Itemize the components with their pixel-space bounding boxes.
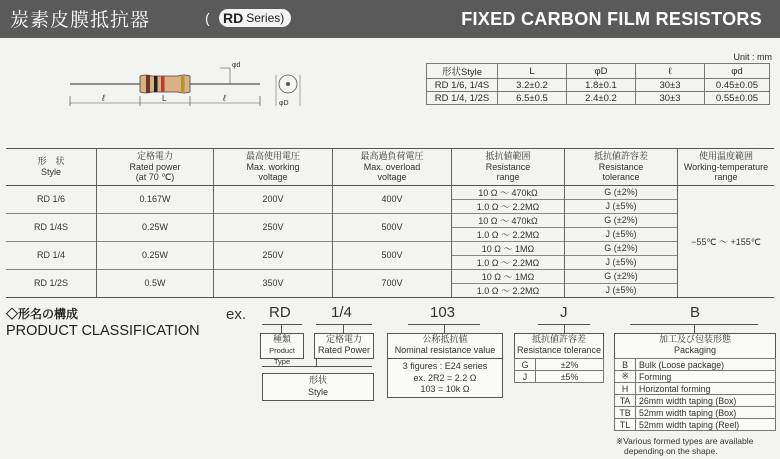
nominal-line: 103 = 10k Ω bbox=[420, 384, 470, 394]
spec-row bbox=[6, 213, 774, 227]
working-cell: 200V bbox=[214, 185, 333, 213]
dim-cell: 0.45±0.05 bbox=[705, 79, 770, 92]
dim-cell: 6.5±0.5 bbox=[498, 92, 567, 105]
spec-header-range bbox=[452, 149, 565, 186]
spec-row bbox=[6, 269, 774, 283]
header-jp: 最高使用電圧 bbox=[245, 151, 300, 161]
spec-header-overload bbox=[333, 149, 452, 186]
dim-cell: 3.2±0.2 bbox=[498, 79, 567, 92]
working-cell: 350V bbox=[214, 269, 333, 297]
tolerance-cell: J (±5%) bbox=[565, 199, 678, 213]
range-cell: 1.0 Ω ～ 2.2MΩ bbox=[452, 227, 565, 241]
connector bbox=[281, 325, 282, 333]
style-cell: RD 1/4 bbox=[6, 241, 97, 269]
dim-cell: 30±3 bbox=[636, 79, 705, 92]
header-en2: voltage bbox=[258, 172, 288, 182]
header-en: Resistance bbox=[485, 161, 531, 172]
packaging-row bbox=[615, 359, 776, 371]
packaging-table bbox=[614, 358, 776, 431]
spec-table bbox=[6, 148, 774, 298]
tolerance-code: J bbox=[515, 371, 536, 383]
packaging-desc: Bulk (Loose package) bbox=[636, 359, 776, 371]
tolerance-table bbox=[514, 358, 604, 383]
range-cell: 1.0 Ω ～ 2.2MΩ bbox=[452, 255, 565, 269]
packaging-code: TL bbox=[615, 419, 636, 431]
tolerance-cell: J (±5%) bbox=[565, 255, 678, 269]
rated-power-jp: 定格電力 bbox=[325, 334, 362, 344]
packaging-note bbox=[616, 436, 753, 456]
packaging-desc: Horizontal forming bbox=[636, 383, 776, 395]
code-rd: RD bbox=[269, 304, 291, 321]
spec-header-tolerance bbox=[565, 149, 678, 186]
tolerance-row bbox=[515, 371, 604, 383]
nominal-line: ex. 2R2 = 2.2 Ω bbox=[413, 372, 477, 383]
rated-power-en: Rated Power bbox=[317, 345, 371, 355]
tolerance-value: ±2% bbox=[536, 359, 604, 371]
packaging-row bbox=[615, 383, 776, 395]
product-type-en: Product Type bbox=[269, 346, 295, 366]
dim-cell: RD 1/6, 1/4S bbox=[427, 79, 498, 92]
packaging-code: ※ bbox=[615, 371, 636, 383]
connector bbox=[343, 325, 344, 333]
dimensions-row bbox=[427, 92, 770, 105]
header-en: Rated power bbox=[129, 161, 181, 172]
nominal-en: Nominal resistance value bbox=[394, 345, 496, 355]
range-cell: 10 Ω ～ 470kΩ bbox=[452, 213, 565, 227]
dim-cell: RD 1/4, 1/2S bbox=[427, 92, 498, 105]
product-type-jp: 種類 bbox=[272, 334, 291, 344]
connector bbox=[316, 358, 317, 366]
packaging-code: TA bbox=[615, 395, 636, 407]
power-cell: 0.5W bbox=[97, 269, 214, 297]
packaging-jp: 加工及び包装形態 bbox=[658, 334, 731, 344]
title-english: FIXED CARBON FILM RESISTORS bbox=[461, 9, 762, 29]
overload-cell: 700V bbox=[333, 269, 452, 297]
packaging-code: H bbox=[615, 383, 636, 395]
packaging-desc: 52mm width taping (Box) bbox=[636, 407, 776, 419]
header-en2: tolerance bbox=[602, 172, 640, 182]
spec-header-row bbox=[6, 149, 774, 186]
style-box bbox=[262, 373, 374, 401]
tolerance-cell: G (±2%) bbox=[565, 269, 678, 283]
dim-label-l1: ℓ bbox=[102, 93, 105, 103]
connector bbox=[564, 325, 565, 333]
code-power: 1/4 bbox=[331, 304, 352, 321]
header-en2: range bbox=[496, 172, 520, 182]
resistor-drawing bbox=[60, 58, 310, 114]
header-jp: 抵抗値許容差 bbox=[593, 151, 648, 161]
working-cell: 250V bbox=[214, 213, 333, 241]
dim-label-L: L bbox=[162, 94, 167, 103]
classification-title-jp: ◇形名の構成 bbox=[6, 307, 79, 321]
nominal-jp: 公称抵抗値 bbox=[422, 334, 468, 344]
header-en2: (at 70 ℃) bbox=[135, 172, 175, 182]
series-badge bbox=[219, 9, 291, 27]
nominal-notes-box bbox=[387, 358, 503, 398]
dimensions-row bbox=[427, 79, 770, 92]
tolerance-cell: G (±2%) bbox=[565, 241, 678, 255]
style-cell: RD 1/4S bbox=[6, 213, 97, 241]
tolerance-jp: 抵抗値許容差 bbox=[531, 334, 586, 344]
tolerance-value: ±5% bbox=[536, 371, 604, 383]
packaging-desc: Forming bbox=[636, 371, 776, 383]
nominal-line: 3 figures : E24 series bbox=[402, 361, 488, 371]
dim-label-phi-D: φD bbox=[279, 100, 289, 107]
dimensions-header-row bbox=[427, 64, 770, 79]
power-cell: 0.25W bbox=[97, 213, 214, 241]
title-paren: ( bbox=[205, 10, 210, 26]
packaging-row bbox=[615, 395, 776, 407]
temperature-cell: −55℃ ～ +155℃ bbox=[678, 185, 775, 297]
style-cell: RD 1/2S bbox=[6, 269, 97, 297]
overload-cell: 500V bbox=[333, 213, 452, 241]
product-type-box bbox=[260, 333, 304, 366]
header-en: Working-temperature bbox=[683, 161, 769, 172]
header-en2: range bbox=[714, 172, 738, 182]
code-underline bbox=[316, 324, 372, 325]
header-jp: 使用温度範囲 bbox=[698, 151, 753, 161]
dim-label-l2: ℓ bbox=[223, 93, 226, 103]
packaging-note-line: ※Various formed types are available bbox=[616, 436, 754, 446]
dim-cell: 1.8±0.1 bbox=[567, 79, 636, 92]
packaging-row bbox=[615, 371, 776, 383]
code-resistance: 103 bbox=[430, 304, 456, 321]
tolerance-cell: J (±5%) bbox=[565, 227, 678, 241]
dim-header: ℓ bbox=[636, 64, 705, 79]
dim-label-phi-d: φd bbox=[232, 62, 241, 69]
packaging-box bbox=[614, 333, 776, 359]
packaging-row bbox=[615, 407, 776, 419]
header-jp: 形 状 bbox=[37, 156, 65, 167]
dim-cell: 30±3 bbox=[636, 92, 705, 105]
code-packaging: B bbox=[690, 304, 701, 321]
header-en: Style bbox=[40, 166, 61, 177]
tolerance-row bbox=[515, 359, 604, 371]
header-en: Max. working bbox=[246, 161, 300, 172]
dim-cell: 2.4±0.2 bbox=[567, 92, 636, 105]
dim-header: 形状Style bbox=[427, 64, 498, 79]
packaging-code: B bbox=[615, 359, 636, 371]
range-cell: 1.0 Ω ～ 2.2MΩ bbox=[452, 199, 565, 213]
tolerance-en: Resistance tolerance bbox=[516, 345, 602, 355]
tolerance-cell: G (±2%) bbox=[565, 213, 678, 227]
spec-header-temperature bbox=[678, 149, 775, 186]
connector bbox=[694, 325, 695, 333]
packaging-desc: 52mm width taping (Reel) bbox=[636, 419, 776, 431]
dim-header: φD bbox=[567, 64, 636, 79]
rated-power-box bbox=[314, 333, 374, 359]
dim-cell: 0.55±0.05 bbox=[705, 92, 770, 105]
range-cell: 10 Ω ～ 1MΩ bbox=[452, 269, 565, 283]
code-underline bbox=[262, 324, 302, 325]
code-tolerance: J bbox=[560, 304, 568, 321]
power-cell: 0.167W bbox=[97, 185, 214, 213]
style-en: Style bbox=[307, 387, 328, 397]
tolerance-code: G bbox=[515, 359, 536, 371]
series-word: Series) bbox=[246, 11, 285, 25]
header-en2: voltage bbox=[377, 172, 407, 182]
classification-title-en: PRODUCT CLASSIFICATION bbox=[6, 323, 200, 339]
style-jp: 形状 bbox=[308, 375, 327, 385]
header-en: Max. overload bbox=[363, 161, 421, 172]
working-cell: 250V bbox=[214, 241, 333, 269]
packaging-desc: 26mm width taping (Box) bbox=[636, 395, 776, 407]
packaging-row bbox=[615, 419, 776, 431]
header-jp: 抵抗値範囲 bbox=[485, 151, 531, 161]
overload-cell: 500V bbox=[333, 241, 452, 269]
overload-cell: 400V bbox=[333, 185, 452, 213]
dim-header: L bbox=[498, 64, 567, 79]
power-cell: 0.25W bbox=[97, 241, 214, 269]
range-cell: 1.0 Ω ～ 2.2MΩ bbox=[452, 283, 565, 297]
range-cell: 10 Ω ～ 1MΩ bbox=[452, 241, 565, 255]
spec-header-power bbox=[97, 149, 214, 186]
tolerance-cell: J (±5%) bbox=[565, 283, 678, 297]
range-cell: 10 Ω ～ 470kΩ bbox=[452, 185, 565, 199]
title-japanese: 炭素皮膜抵抗器 bbox=[10, 10, 151, 31]
spec-header-working bbox=[214, 149, 333, 186]
series-code: RD bbox=[223, 10, 244, 26]
tolerance-box bbox=[514, 333, 604, 359]
header-en: Resistance bbox=[598, 161, 644, 172]
unit-label: Unit : mm bbox=[733, 52, 772, 62]
tolerance-cell: G (±2%) bbox=[565, 185, 678, 199]
example-label: ex. bbox=[226, 306, 247, 323]
nominal-resistance-box bbox=[387, 333, 503, 359]
spec-header-style bbox=[6, 149, 97, 186]
packaging-note-line: depending on the shape. bbox=[624, 446, 718, 456]
packaging-code: TB bbox=[615, 407, 636, 419]
spec-row bbox=[6, 241, 774, 255]
spec-row bbox=[6, 185, 774, 199]
dimensions-table bbox=[426, 63, 770, 105]
packaging-en: Packaging bbox=[673, 345, 717, 355]
style-cell: RD 1/6 bbox=[36, 194, 65, 204]
connector bbox=[444, 325, 445, 333]
style-underline bbox=[262, 366, 372, 367]
dim-header: φd bbox=[705, 64, 770, 79]
header-jp: 最高過負荷電圧 bbox=[360, 151, 424, 161]
header-jp: 定格電力 bbox=[136, 151, 173, 161]
